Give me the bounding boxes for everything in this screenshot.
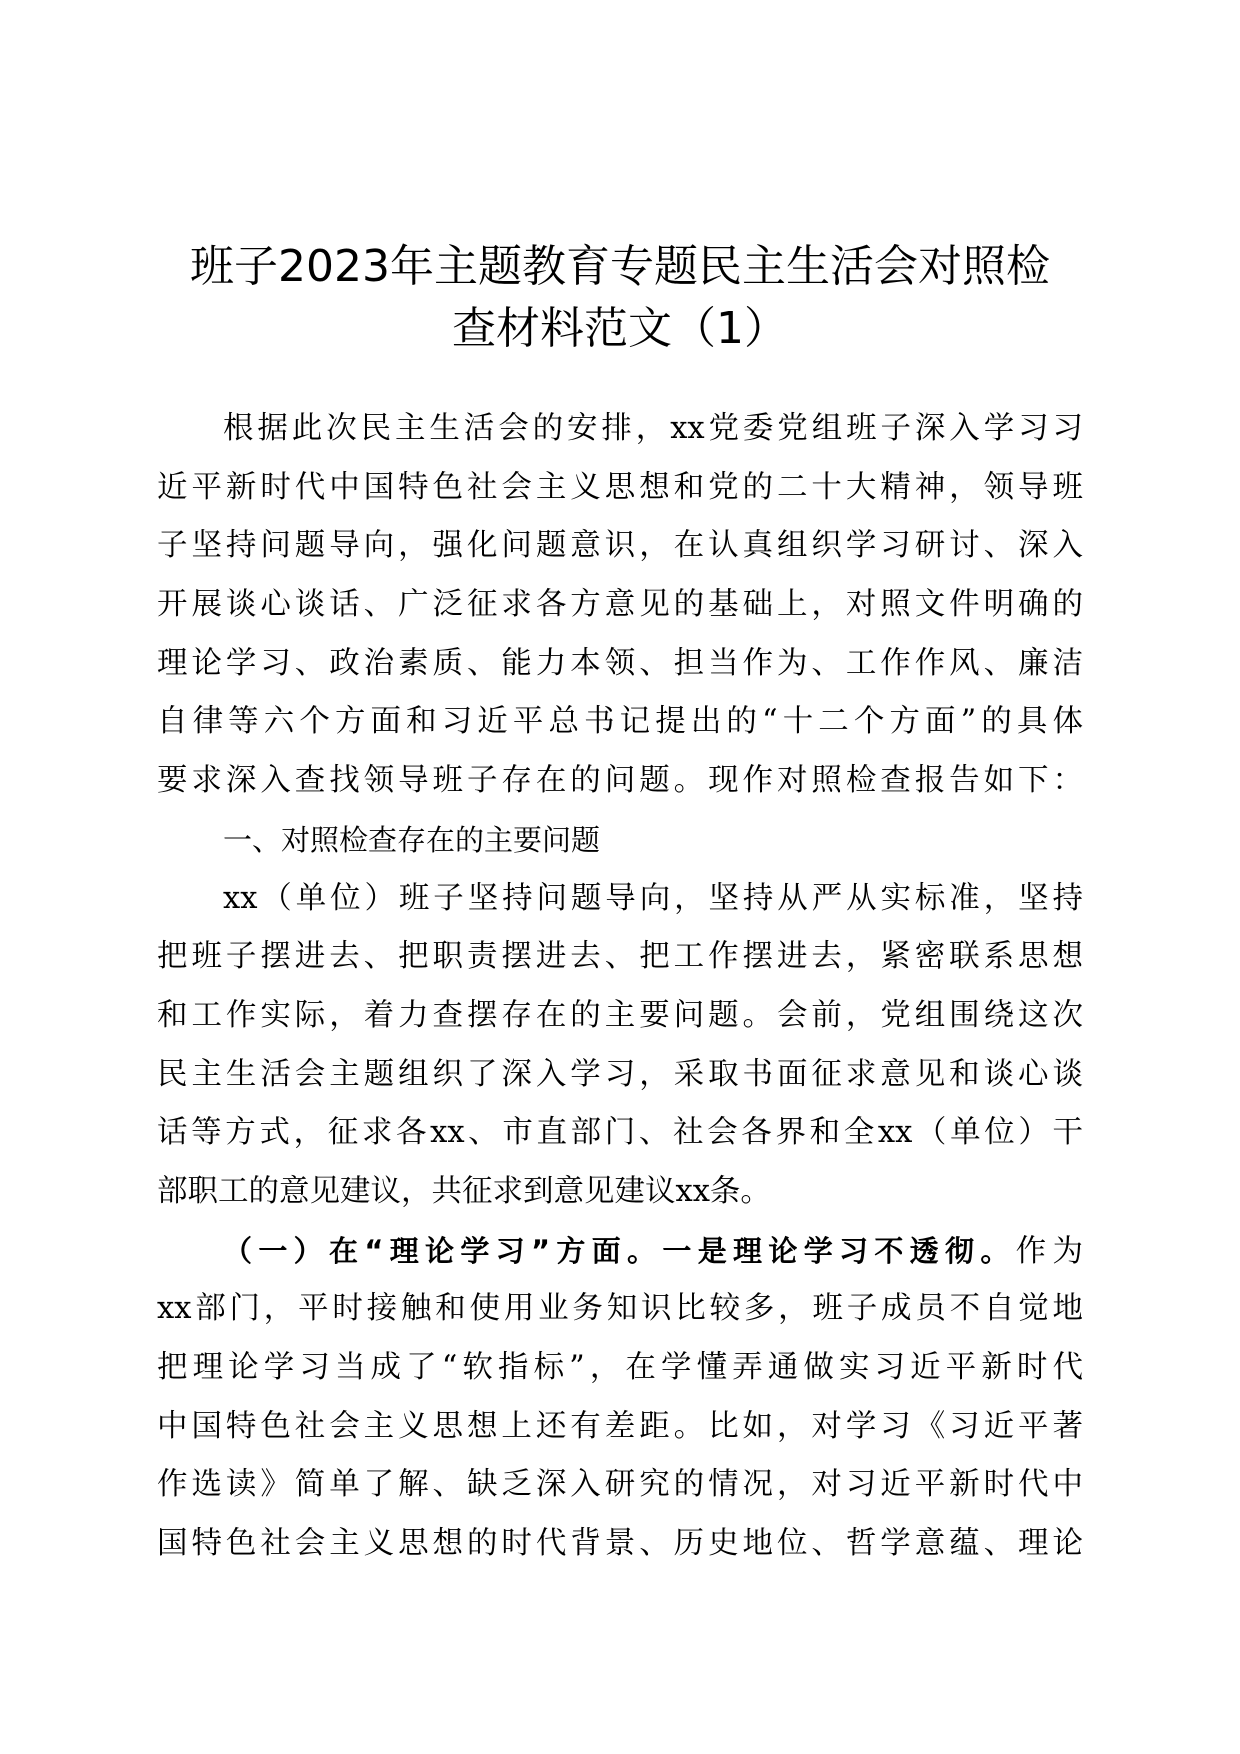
paragraph-line: 理论学习、政治素质、能力本领、担当作为、工作作风、廉洁 [157,645,1083,681]
intro-paragraph [157,400,1083,811]
paragraph-line: 根据此次民主生活会的安排，xx党委党组班子深入学习习 [223,411,1083,446]
title-line-2: 查材料范文（1） [452,303,788,354]
paragraph-line: xx（单位）班子坚持问题导向，坚持从严从实标准，坚持 [223,880,1083,916]
theory-study-paragraph [157,1222,1083,1574]
paragraph-line: 自律等六个方面和习近平总书记提出的“十二个方面”的具体 [157,704,1083,740]
paragraph-line: xx部门，平时接触和使用业务知识比较多，班子成员不自觉地 [157,1291,1083,1327]
paragraph-line: 把理论学习当成了“软指标”，在学懂弄通做实习近平新时代 [157,1350,1083,1385]
section-heading: 一、对照检查存在的主要问题 [223,822,601,857]
paragraph-line: 把班子摆进去、把职责摆进去、把工作摆进去，紧密联系思想 [157,939,1083,975]
paragraph-line: 中国特色社会主义思想上还有差距。比如，对学习《习近平著 [157,1408,1083,1444]
paragraph-text: 作为 [1015,1233,1083,1269]
paragraph-line: 和工作实际，着力查摆存在的主要问题。会前，党组围绕这次 [157,997,1083,1033]
title-line-1: 班子2023年主题教育专题民主生活会对照检 [190,241,1050,292]
paragraph-line: 国特色社会主义思想的时代背景、历史地位、哲学意蕴、理论 [157,1526,1083,1562]
document-title [150,236,1090,360]
paragraph-line: 要求深入查找领导班子存在的问题。现作对照检查报告如下： [157,763,1083,799]
section1-paragraph [157,870,1083,1222]
paragraph-line [157,1222,1083,1281]
document-body [157,400,1083,1574]
paragraph-line: 子坚持问题导向，强化问题意识，在认真组织学习研讨、深入 [157,528,1083,564]
paragraph-line: 近平新时代中国特色社会主义思想和党的二十大精神，领导班 [157,469,1083,505]
paragraph-line: 部职工的意见建议，共征求到意见建议xx条。 [157,1173,771,1209]
paragraph-line: 话等方式，征求各xx、市直部门、社会各界和全xx（单位）干 [157,1115,1083,1151]
subsection-heading: （一）在“理论学习”方面。一是理论学习不透彻。 [223,1233,1016,1268]
paragraph-line: 民主生活会主题组织了深入学习，采取书面征求意见和谈心谈 [157,1056,1083,1092]
paragraph-line: 开展谈心谈话、广泛征求各方意见的基础上，对照文件明确的 [157,587,1083,623]
paragraph-line: 作选读》简单了解、缺乏深入研究的情况，对习近平新时代中 [157,1467,1083,1503]
